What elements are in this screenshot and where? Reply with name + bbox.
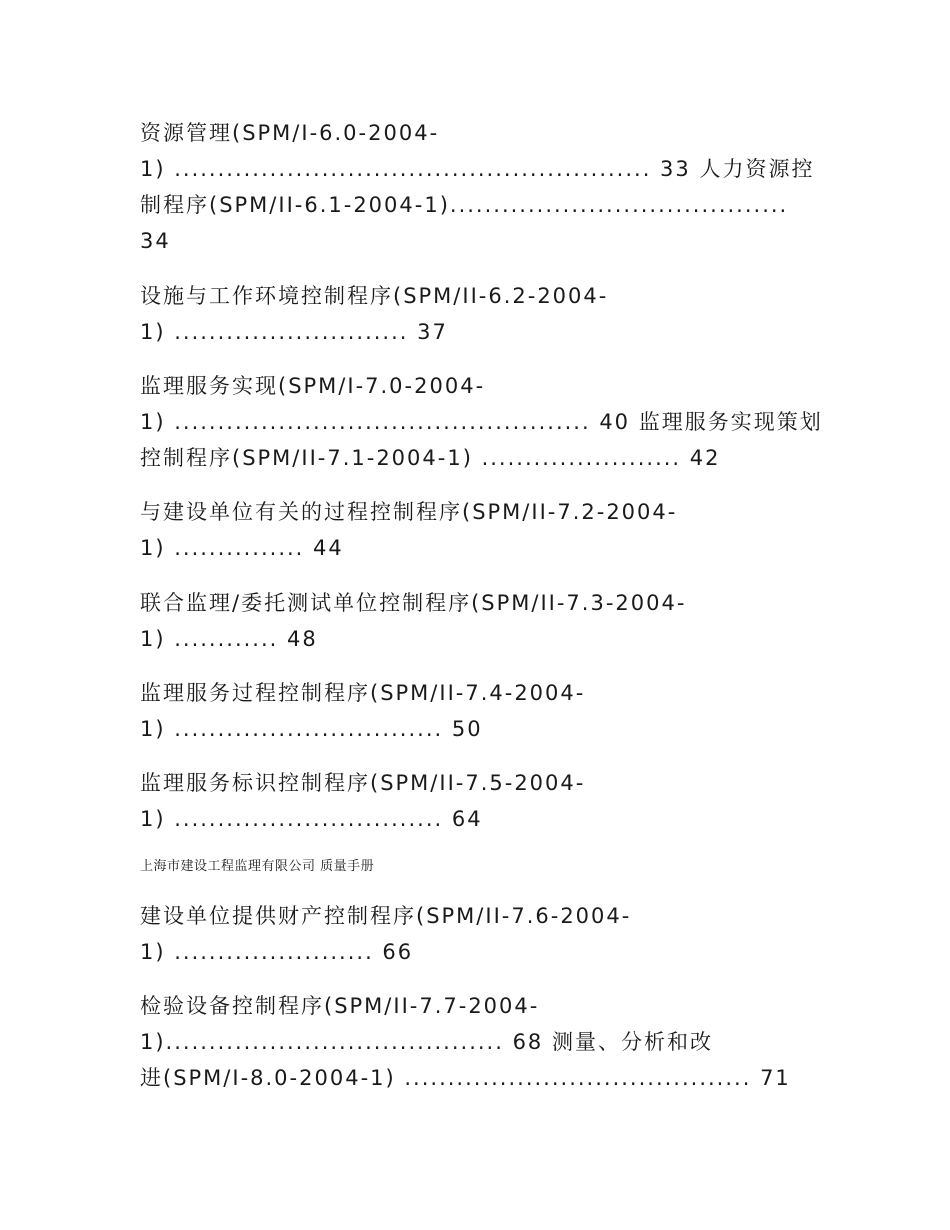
toc-line: 联合监理/委托测试单位控制程序(SPM/II-7.3-2004- bbox=[140, 591, 687, 615]
toc-line: 1) ................................................ 40 监理服务实现策划 bbox=[140, 410, 823, 434]
toc-line: 1) ........................... 37 bbox=[140, 320, 448, 344]
toc-line: 1) ............................... 64 bbox=[140, 807, 483, 831]
toc-line: 1)....................................... 68 测量、分析和改 bbox=[140, 1030, 713, 1054]
toc-line: 1) ....................................................... 33 人力资源控 bbox=[140, 157, 815, 181]
toc-line: 设施与工作环境控制程序(SPM/II-6.2-2004- bbox=[140, 284, 609, 308]
toc-entry bbox=[140, 898, 840, 970]
toc-line: 监理服务过程控制程序(SPM/II-7.4-2004- bbox=[140, 681, 586, 705]
toc-entry bbox=[140, 494, 840, 566]
toc-line: 监理服务实现(SPM/I-7.0-2004- bbox=[140, 374, 486, 398]
toc-line: 与建设单位有关的过程控制程序(SPM/II-7.2-2004- bbox=[140, 500, 678, 524]
toc-line: 进(SPM/I-8.0-2004-1) ........................................ 71 bbox=[140, 1066, 791, 1090]
toc-line: 建设单位提供财产控制程序(SPM/II-7.6-2004- bbox=[140, 904, 632, 928]
toc-entry bbox=[140, 585, 840, 657]
toc-entry bbox=[140, 278, 840, 350]
toc-line: 1) ....................... 66 bbox=[140, 940, 414, 964]
toc-line: 1) ............... 44 bbox=[140, 536, 344, 560]
toc-entry bbox=[140, 765, 840, 837]
toc-entry bbox=[140, 675, 840, 747]
toc-line: 检验设备控制程序(SPM/II-7.7-2004- bbox=[140, 994, 540, 1018]
toc-entry bbox=[140, 115, 840, 259]
toc-entry bbox=[140, 368, 840, 476]
toc-line: 1) ............................... 50 bbox=[140, 717, 483, 741]
toc-line: 制程序(SPM/II-6.1-2004-1)....................................... bbox=[140, 193, 789, 217]
toc-line: 监理服务标识控制程序(SPM/II-7.5-2004- bbox=[140, 771, 586, 795]
toc-line: 控制程序(SPM/II-7.1-2004-1) ....................... 42 bbox=[140, 446, 721, 470]
running-header: 上海市建设工程监理有限公司 质量手册 bbox=[140, 859, 375, 874]
toc-line: 1) ............ 48 bbox=[140, 627, 318, 651]
toc-line: 资源管理(SPM/I-6.0-2004- bbox=[140, 121, 440, 145]
toc-entry bbox=[140, 988, 840, 1096]
toc-line: 34 bbox=[140, 229, 171, 253]
